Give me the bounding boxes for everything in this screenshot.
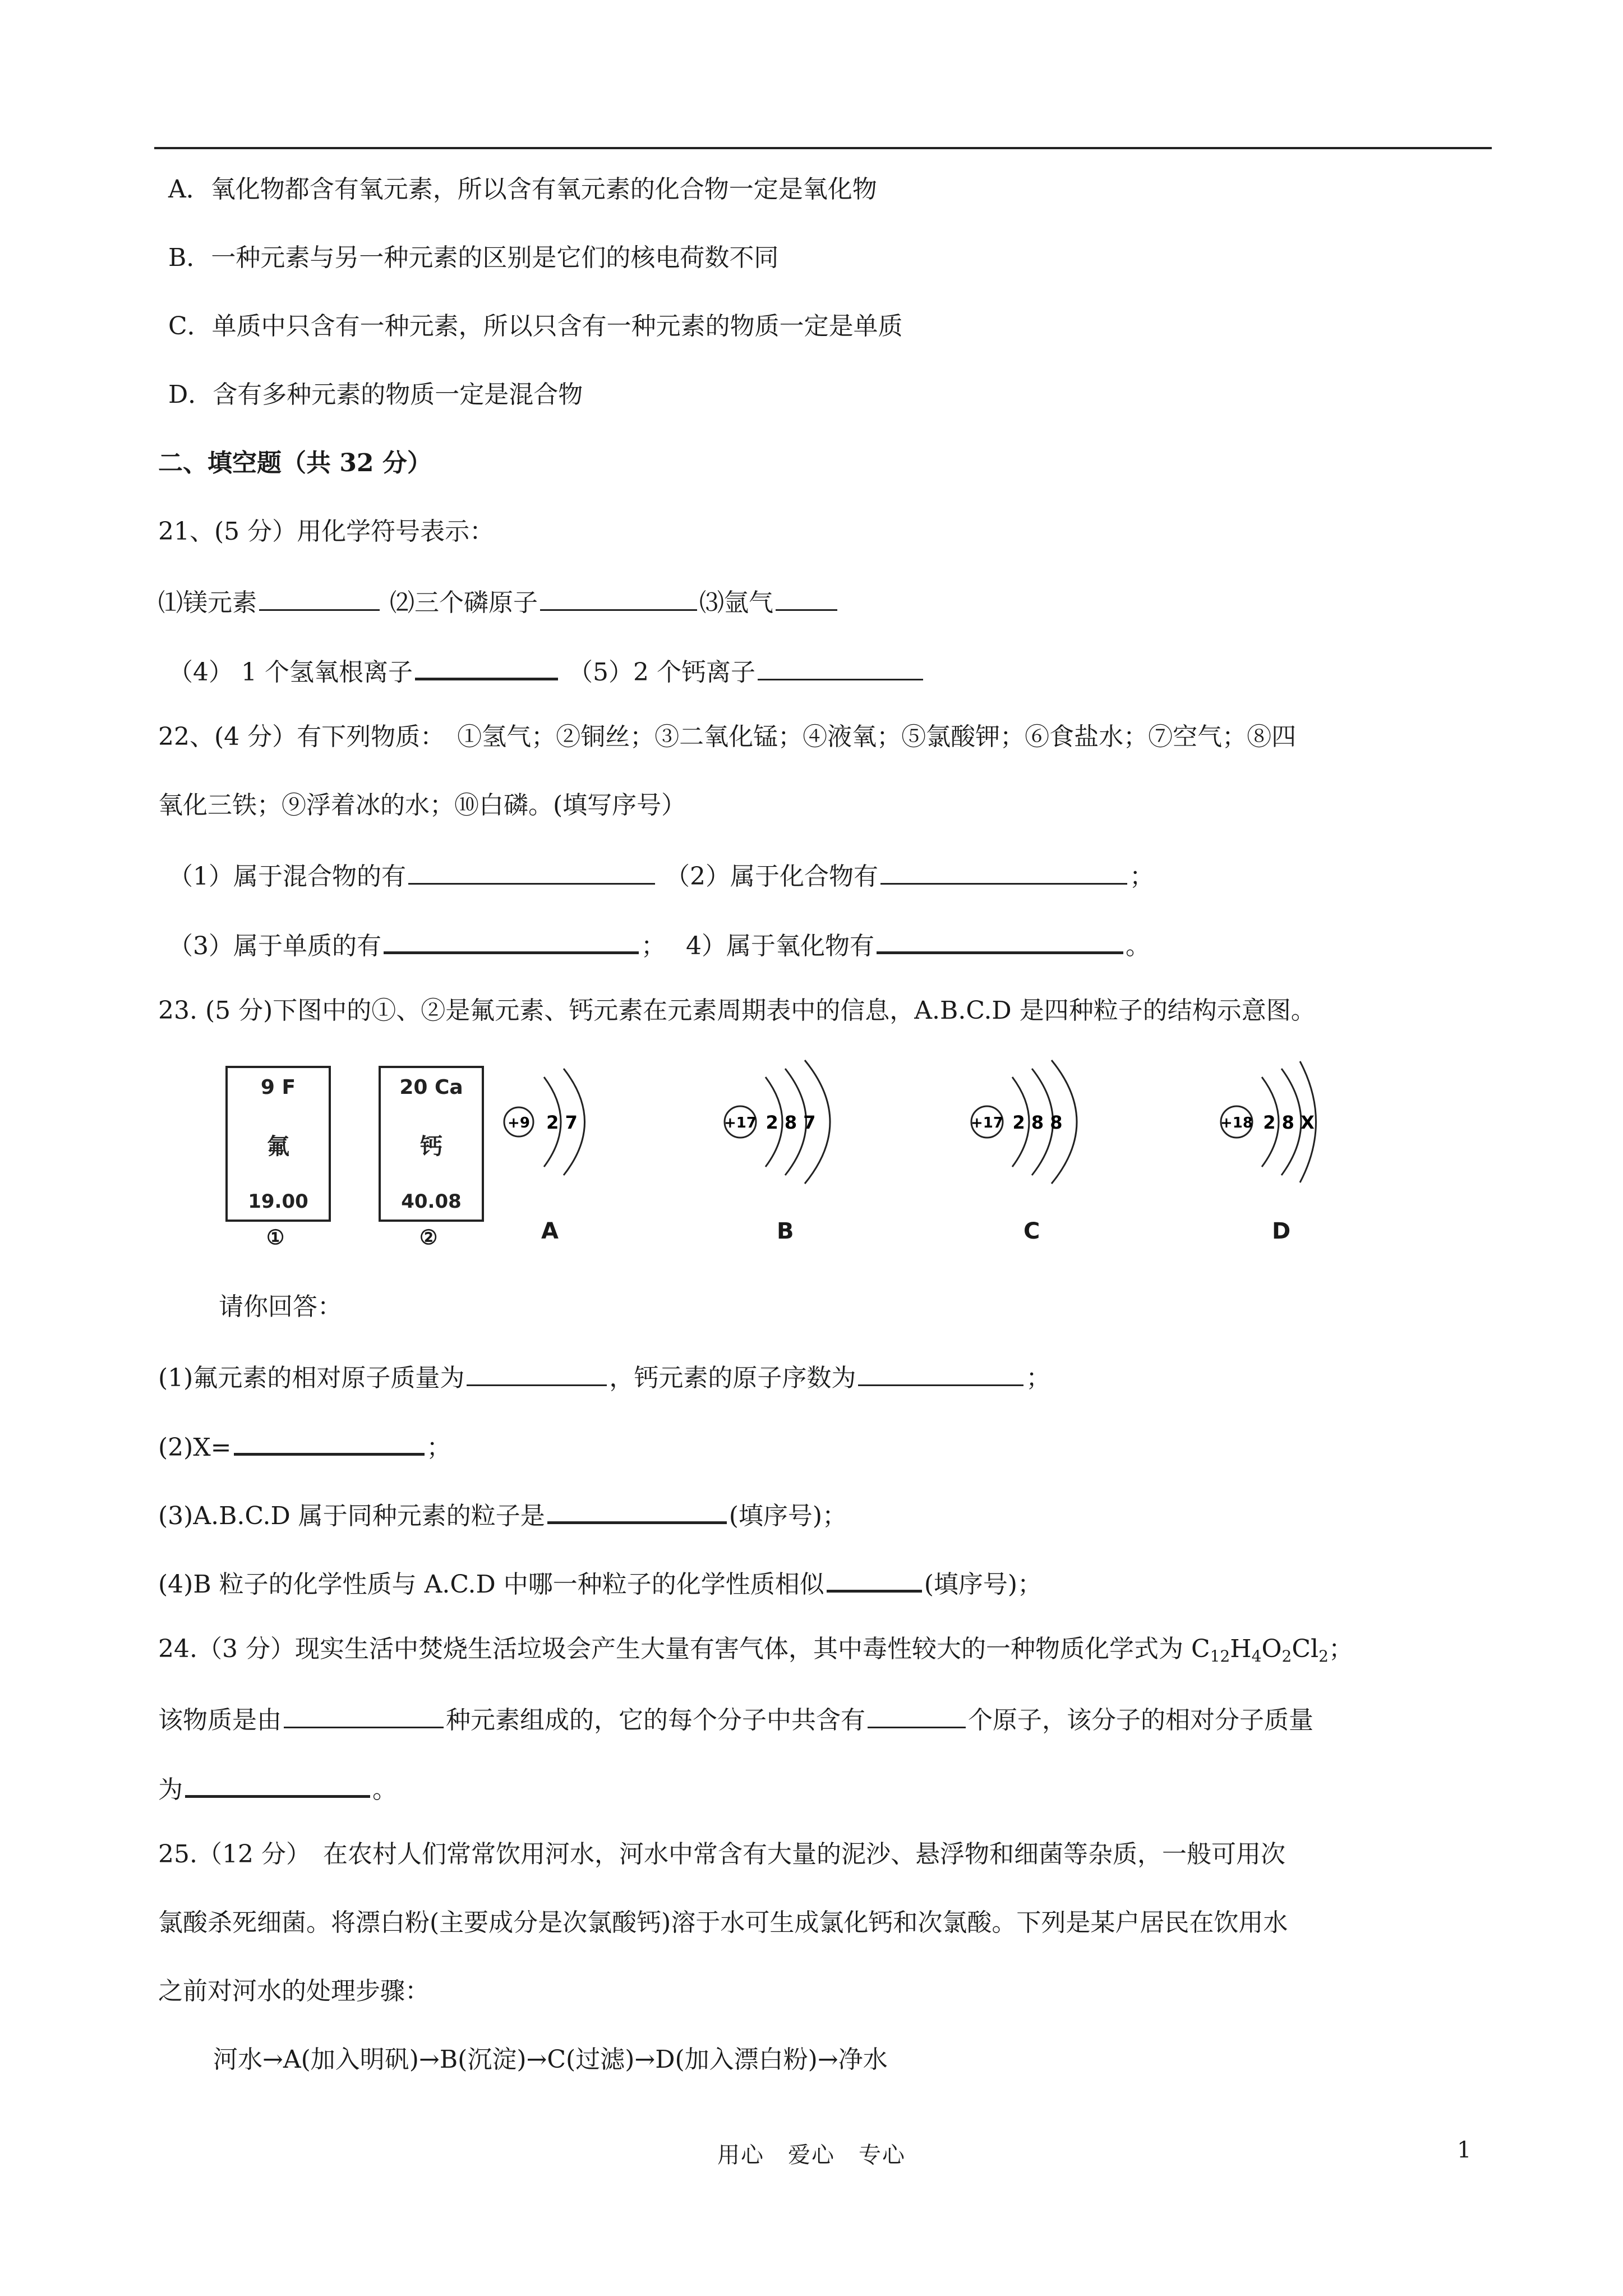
answer-blank[interactable] (827, 1564, 922, 1593)
formula-sub: 12 (1210, 1647, 1230, 1665)
q23-prompt: 请你回答： (219, 1292, 342, 1321)
q22-s4-end: 。 (1126, 932, 1150, 960)
q22-stem: 22、(4 分）有下列物质： ①氢气；②铜丝；③二氧化锰；④液氧；⑤氯酸钾；⑥食盐水；⑦空气；⑧四 (158, 723, 1297, 751)
option-a: A．氧化物都含有氧元素，所以含有氧元素的化合物一定是氧化物 (168, 175, 877, 204)
q23-a1-end: ； (1026, 1364, 1051, 1392)
answer-blank[interactable] (384, 926, 639, 954)
q23-a4 (158, 1564, 1042, 1602)
nucleus-charge: +18 (1220, 1115, 1253, 1131)
answer-blank[interactable] (415, 652, 558, 680)
q23-a4-end: (填序号)； (924, 1570, 1043, 1599)
element-name: 氟 (267, 1133, 289, 1159)
q23-a2-pre: (2)X= (158, 1433, 232, 1462)
q23-a2-end: ； (426, 1433, 451, 1462)
nucleus-charge: +17 (724, 1115, 757, 1131)
q21-row2 (168, 652, 925, 689)
answer-blank[interactable] (547, 1496, 727, 1524)
shell-electrons: 2 7 (546, 1112, 578, 1133)
formula-sub: 4 (1251, 1647, 1262, 1665)
q23-a3 (158, 1496, 847, 1533)
q23-a3-pre: (3)A.B.C.D 属于同种元素的粒子是 (158, 1502, 545, 1530)
answer-blank[interactable] (776, 583, 837, 611)
q25-flow: 河水→A(加入明矾)→B(沉淀)→C(过滤)→D(加入漂白粉)→净水 (213, 2045, 888, 2074)
nucleus-charge: +17 (971, 1115, 1003, 1131)
particle-label-a: A (541, 1218, 559, 1244)
q24-text: 种元素组成的，它的每个分子中共含有 (446, 1706, 865, 1734)
answer-blank[interactable] (408, 857, 655, 885)
particle-b-diagram (724, 1060, 830, 1184)
option-b: B．一种元素与另一种元素的区别是它们的核电荷数不同 (168, 243, 779, 272)
formula-sub: 2 (1318, 1647, 1329, 1665)
q23-a4-pre: (4)B 粒子的化学性质与 A.C.D 中哪一种粒子的化学性质相似 (158, 1570, 824, 1599)
answer-blank[interactable] (868, 1701, 966, 1728)
q22-row1 (168, 857, 1154, 894)
element-symbol: 20 Ca (399, 1076, 463, 1099)
answer-blank[interactable] (234, 1427, 425, 1456)
formula-end: ； (1328, 1635, 1353, 1663)
q22-s3-end: ； (641, 932, 653, 960)
answer-blank[interactable] (185, 1769, 370, 1798)
q23-a1-pre: (1)氟元素的相对原子质量为 (158, 1364, 465, 1392)
q24-line3 (158, 1769, 397, 1807)
answer-blank[interactable] (858, 1359, 1023, 1386)
formula-sub: 2 (1281, 1647, 1292, 1665)
q23-a2 (158, 1427, 451, 1465)
q25-line3: 之前对河水的处理步骤： (158, 1977, 430, 2005)
element-symbol: 9 F (260, 1076, 296, 1099)
answer-blank[interactable] (467, 1359, 607, 1386)
q22-s1: （1）属于混合物的有 (168, 862, 406, 891)
q22-s2: （2）属于化合物有 (665, 862, 878, 891)
answer-blank[interactable] (259, 583, 380, 611)
formula-el: O (1261, 1635, 1282, 1663)
q21-p2: ⑵三个磷原子 (390, 588, 538, 617)
q21-row1 (158, 583, 840, 620)
element-mass: 19.00 (248, 1190, 308, 1213)
particle-a-diagram (504, 1069, 585, 1175)
particle-label-b: B (777, 1218, 794, 1244)
answer-blank[interactable] (540, 583, 697, 611)
q23-a3-end: (填序号)； (728, 1502, 847, 1530)
particle-diagrams (213, 1055, 1335, 1268)
particle-c-diagram (971, 1060, 1077, 1184)
q22-row2 (168, 926, 1150, 963)
q22-s4: 4）属于氧化物有 (686, 932, 874, 960)
q24-text: 24.（3 分）现实生活中焚烧生活垃圾会产生大量有害气体，其中毒性较大的一种物质化学式为 C (158, 1635, 1210, 1663)
answer-blank[interactable] (877, 926, 1123, 954)
header-rule (154, 147, 1492, 149)
q24-text: 为 (158, 1775, 183, 1804)
q24-text: 个原子，该分子的相对分子质量 (968, 1706, 1313, 1734)
page-number: 1 (1457, 2137, 1472, 2163)
formula-el: H (1230, 1635, 1252, 1663)
option-d: D．含有多种元素的物质一定是混合物 (168, 380, 583, 409)
particle-label-c: C (1023, 1218, 1040, 1244)
q22-s2-end: ； (1129, 862, 1154, 891)
particle-d-diagram (1220, 1061, 1316, 1182)
card-label: ① (266, 1226, 285, 1249)
q22-stem-cont: 氧化三铁；⑨浮着冰的水；⑩白磷。(填写序号） (158, 791, 686, 820)
particle-figure (213, 1055, 1335, 1268)
q23-a1-mid: ，钙元素的原子序数为 (609, 1364, 856, 1392)
q25-line1: 25.（12 分） 在农村人们常常饮用河水，河水中常含有大量的泥沙、悬浮物和细菌等杂质，一般可用次 (158, 1840, 1285, 1869)
answer-blank[interactable] (284, 1701, 444, 1728)
formula-el: Cl (1292, 1635, 1319, 1663)
element-mass: 40.08 (401, 1190, 462, 1213)
section-heading: 二、填空题（共 32 分） (158, 449, 432, 477)
q21-p1: ⑴镁元素 (158, 588, 257, 617)
element-name: 钙 (420, 1133, 442, 1159)
q23-stem: 23. (5 分)下图中的①、②是氟元素、钙元素在元素周期表中的信息，A.B.C.D 是四种粒子的结构示意图。 (158, 996, 1316, 1025)
shell-electrons: 2 8 X (1263, 1112, 1315, 1133)
q21-stem: 21、(5 分）用化学符号表示： (158, 517, 495, 546)
q24-text: 。 (372, 1775, 397, 1804)
shell-electrons: 2 8 7 (766, 1112, 816, 1133)
q21-p5: （5）2 个钙离子 (568, 658, 755, 687)
q22-s3: （3）属于单质的有 (168, 932, 381, 960)
q21-p4: （4） 1 个氢氧根离子 (168, 658, 413, 687)
answer-blank[interactable] (758, 653, 923, 680)
shell-electrons: 2 8 8 (1012, 1112, 1063, 1133)
particle-label-d: D (1272, 1218, 1291, 1244)
q23-a1 (158, 1359, 1050, 1395)
q21-p3: ⑶氩气 (699, 588, 773, 617)
page-footer: 用心 爱心 专心 (717, 2142, 906, 2168)
q24-text: 该物质是由 (158, 1706, 282, 1734)
answer-blank[interactable] (880, 857, 1127, 885)
q25-line2: 氯酸杀死细菌。将漂白粉(主要成分是次氯酸钙)溶于水可生成氯化钙和次氯酸。下列是某户居民在饮用水 (158, 1908, 1288, 1937)
card-label: ② (419, 1226, 438, 1249)
q24-line2 (158, 1701, 1313, 1737)
option-c: C．单质中只含有一种元素，所以只含有一种元素的物质一定是单质 (168, 312, 903, 341)
nucleus-charge: +9 (508, 1115, 530, 1131)
q24-line1 (158, 1632, 1353, 1673)
